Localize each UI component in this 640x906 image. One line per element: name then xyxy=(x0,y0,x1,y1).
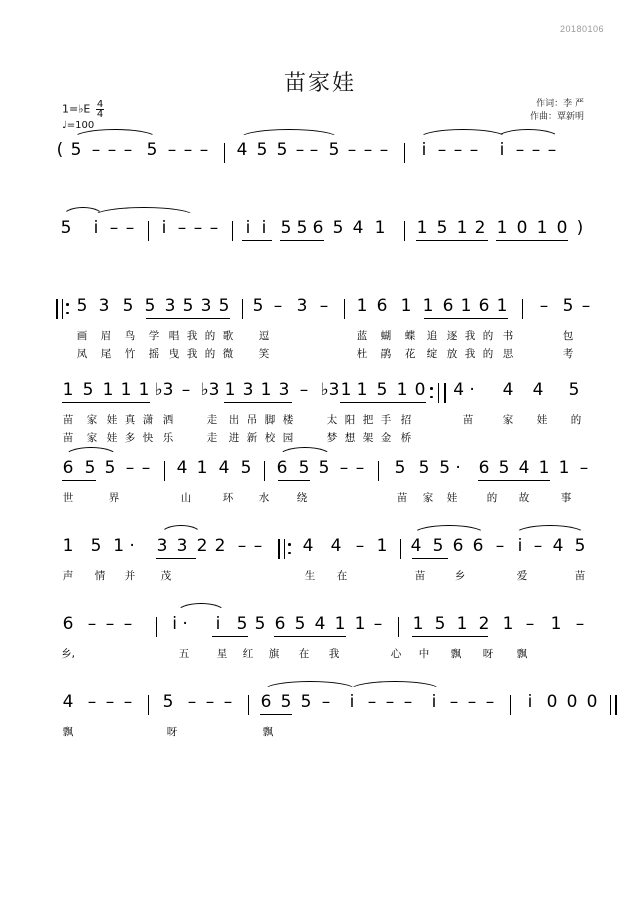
notes-row-1: ( 5 – – – 5 – – – 4 5 5 – – 5 – – – i – – – i – – – xyxy=(52,140,592,170)
key-signature-text: 1=♭E xyxy=(62,102,91,116)
notes-row-8: 4 – – – 5 – – – 6 5 5 – i – – – i – – – i 0 0 0 xyxy=(52,692,592,722)
music-system-2 xyxy=(52,218,592,248)
music-system-5 xyxy=(52,458,592,506)
document-id-stamp: 20180106 xyxy=(559,24,604,34)
lyric-row-4b: 苗 家 娃 多 快 乐 走 进 新 校 园 梦 想 架 金 桥 xyxy=(62,432,412,444)
lyric-row-3a: 画 眉 鸟 学 唱 我 的 歌 逗 蓝 蝴 蝶 追 逐 我 的 书 包 xyxy=(76,330,574,342)
music-system-4 xyxy=(52,380,592,446)
time-signature-denominator: 4 xyxy=(96,109,104,120)
credits-block xyxy=(530,98,584,124)
notes-row-7: 6 – – – i · i 5 5 6 5 4 1 1 – 1 5 1 2 1 – 1 – xyxy=(52,614,592,644)
music-system-1 xyxy=(52,140,592,170)
time-signature-numerator: 4 xyxy=(96,99,104,110)
lyric-row-7: 乡, 五 星 红 旗 在 我 心 中 飘 呀 飘 xyxy=(61,648,528,660)
lyric-row-3b: 凤 尾 竹 摇 曳 我 的 微 笑 杜 鹃 花 绽 放 我 的 思 考 xyxy=(76,348,574,360)
music-system-6 xyxy=(52,536,592,584)
music-system-8 xyxy=(52,692,598,740)
music-system-3 xyxy=(52,296,592,362)
key-signature xyxy=(62,100,104,119)
lyric-row-5: 世 界 山 环 水 绕 苗 家 娃 的 故 事 xyxy=(62,492,572,504)
lyric-row-8: 飘 呀 飘 xyxy=(62,726,274,738)
notes-row-4: 1 5 1 1 1 ♭3 – ♭3 1 3 1 3 – ♭3 1 1 5 1 0 4 · 4 4 5 xyxy=(52,380,592,410)
music-system-7 xyxy=(52,614,592,662)
lyric-row-4a: 苗 家 娃 真 潇 洒 走 出 吊 脚 楼 太 阳 把 手 招 苗 家 娃 的 xyxy=(62,414,582,426)
lyric-row-6: 声 情 并 茂 生 在 苗 乡 爱 苗 xyxy=(62,570,586,582)
tempo-marking: ♩=100 xyxy=(62,120,95,131)
notes-row-6: 1 5 1 · 3 3 2 2 – – 4 4 – 1 4 5 6 6 – i – 4 5 xyxy=(52,536,592,566)
lyricist-credit: 作词：李 严 xyxy=(536,99,584,109)
notes-row-5: 6 5 5 – – 4 1 4 5 6 5 5 – – 5 5 5 · 6 5 4 1 1 – xyxy=(52,458,592,488)
composer-credit: 作曲：覃新明 xyxy=(529,112,584,122)
notes-row-2: 5 i – – i – – – i i 5 5 6 5 4 1 1 5 1 2 1 0 1 0 ) xyxy=(52,218,592,248)
time-signature xyxy=(96,100,104,119)
page-title: 苗家娃 xyxy=(283,71,356,96)
notes-row-3: 5 3 5 5 3 5 3 5 5 – 3 – 1 6 1 1 6 1 6 1 – 5 – xyxy=(52,296,592,326)
